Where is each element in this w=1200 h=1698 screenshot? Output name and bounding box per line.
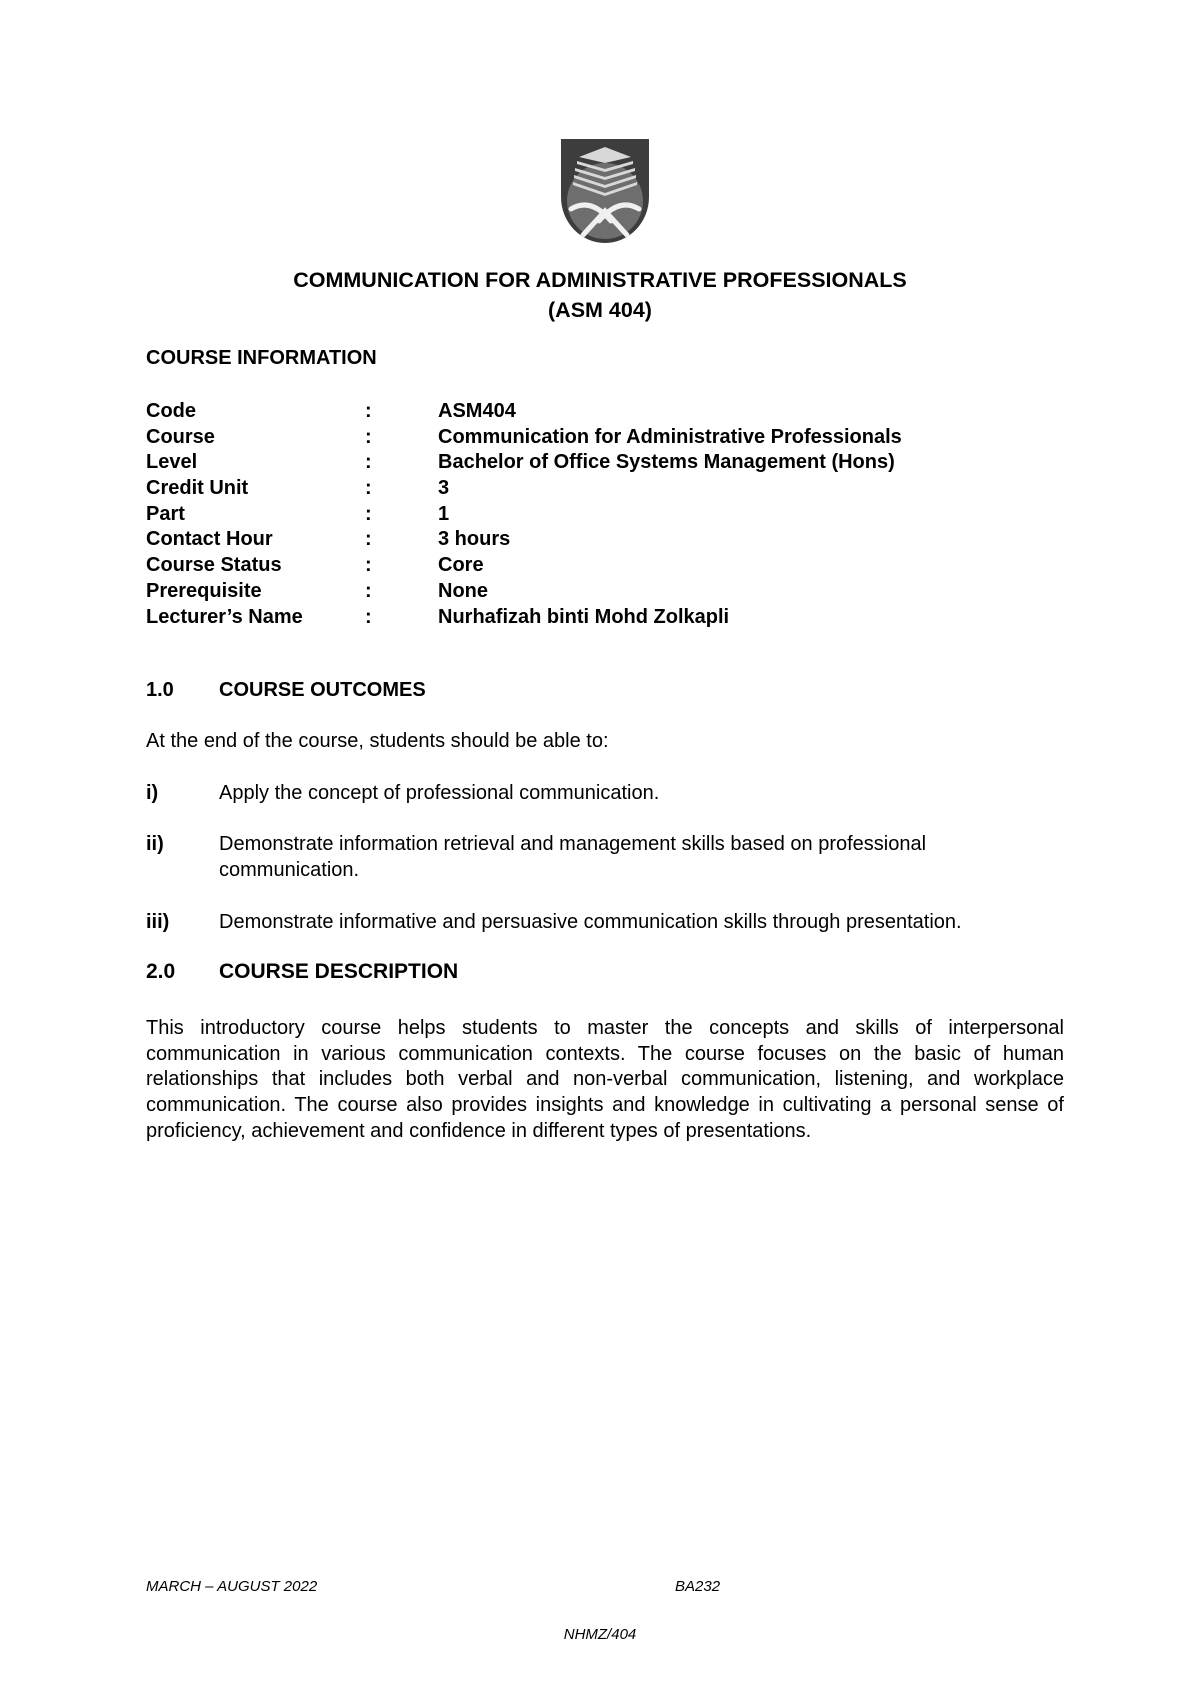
info-value: 3 hours [438, 528, 511, 551]
footer-code-text: NHMZ/404 [563, 1626, 637, 1643]
outcomes-intro: At the end of the course, students should be able to: [146, 730, 609, 752]
info-label: Lecturer’s Name [146, 605, 303, 628]
info-value: Communication for Administrative Professionals [438, 425, 902, 448]
footer-group: BA232 [675, 1578, 721, 1595]
info-separator: : [365, 451, 372, 474]
section-number: 2.0 [146, 960, 176, 983]
info-value: Nurhafizah binti Mohd Zolkapli [438, 605, 730, 628]
info-label: Credit Unit [146, 477, 249, 500]
outcome-text: Demonstrate informative and persuasive communication skills through presentation. [219, 911, 962, 933]
info-value: 1 [438, 502, 450, 525]
outcome-numeral: ii) [146, 833, 164, 855]
info-label: Prerequisite [146, 579, 262, 602]
info-separator: : [365, 554, 372, 577]
info-value: None [438, 579, 488, 602]
outcome-text: Demonstrate information retrieval and management skills based on professional communication. [219, 833, 927, 881]
document-title: COMMUNICATION FOR ADMINISTRATIVE PROFESSIONALS [293, 268, 907, 292]
info-label: Part [146, 502, 185, 525]
info-label: Course Status [146, 554, 282, 577]
info-value: ASM404 [438, 400, 516, 422]
info-separator: : [365, 477, 372, 500]
info-value: Bachelor of Office Systems Management (Hons) [438, 451, 895, 474]
info-label: Course [146, 425, 215, 448]
info-value: Core [438, 554, 484, 577]
outcome-numeral: iii) [146, 911, 170, 933]
info-separator: : [365, 425, 372, 448]
outcome-text: Apply the concept of professional communication. [219, 782, 660, 804]
info-separator: : [365, 528, 372, 551]
info-label: Contact Hour [146, 528, 273, 551]
info-separator: : [365, 400, 372, 422]
course-information-heading: COURSE INFORMATION [146, 347, 377, 369]
section-number: 1.0 [146, 679, 174, 701]
course-description-text: This introductory course helps students to master the concepts and skills of interpersonal communication in various communication contexts. The course focuses on the basic of human relationships that includes both verbal and non-verbal communication, listening, and workplace communication. The course also provides insights and knowledge in cultivating a personal sense of proficiency, achievement and confidence in different types of presentations. [146, 1017, 1064, 1142]
info-separator: : [365, 605, 372, 628]
outcome-numeral: i) [146, 782, 159, 804]
section-title: COURSE DESCRIPTION [219, 960, 459, 983]
info-label: Code [146, 400, 196, 422]
footer-code [0, 1626, 1200, 1643]
section-title: COURSE OUTCOMES [219, 679, 426, 701]
info-value: 3 [438, 477, 450, 500]
university-crest-icon [561, 139, 649, 243]
info-separator: : [365, 502, 372, 525]
info-separator: : [365, 579, 372, 602]
footer-semester: MARCH – AUGUST 2022 [146, 1578, 318, 1595]
course-code-title: (ASM 404) [548, 298, 652, 322]
info-label: Level [146, 451, 198, 474]
